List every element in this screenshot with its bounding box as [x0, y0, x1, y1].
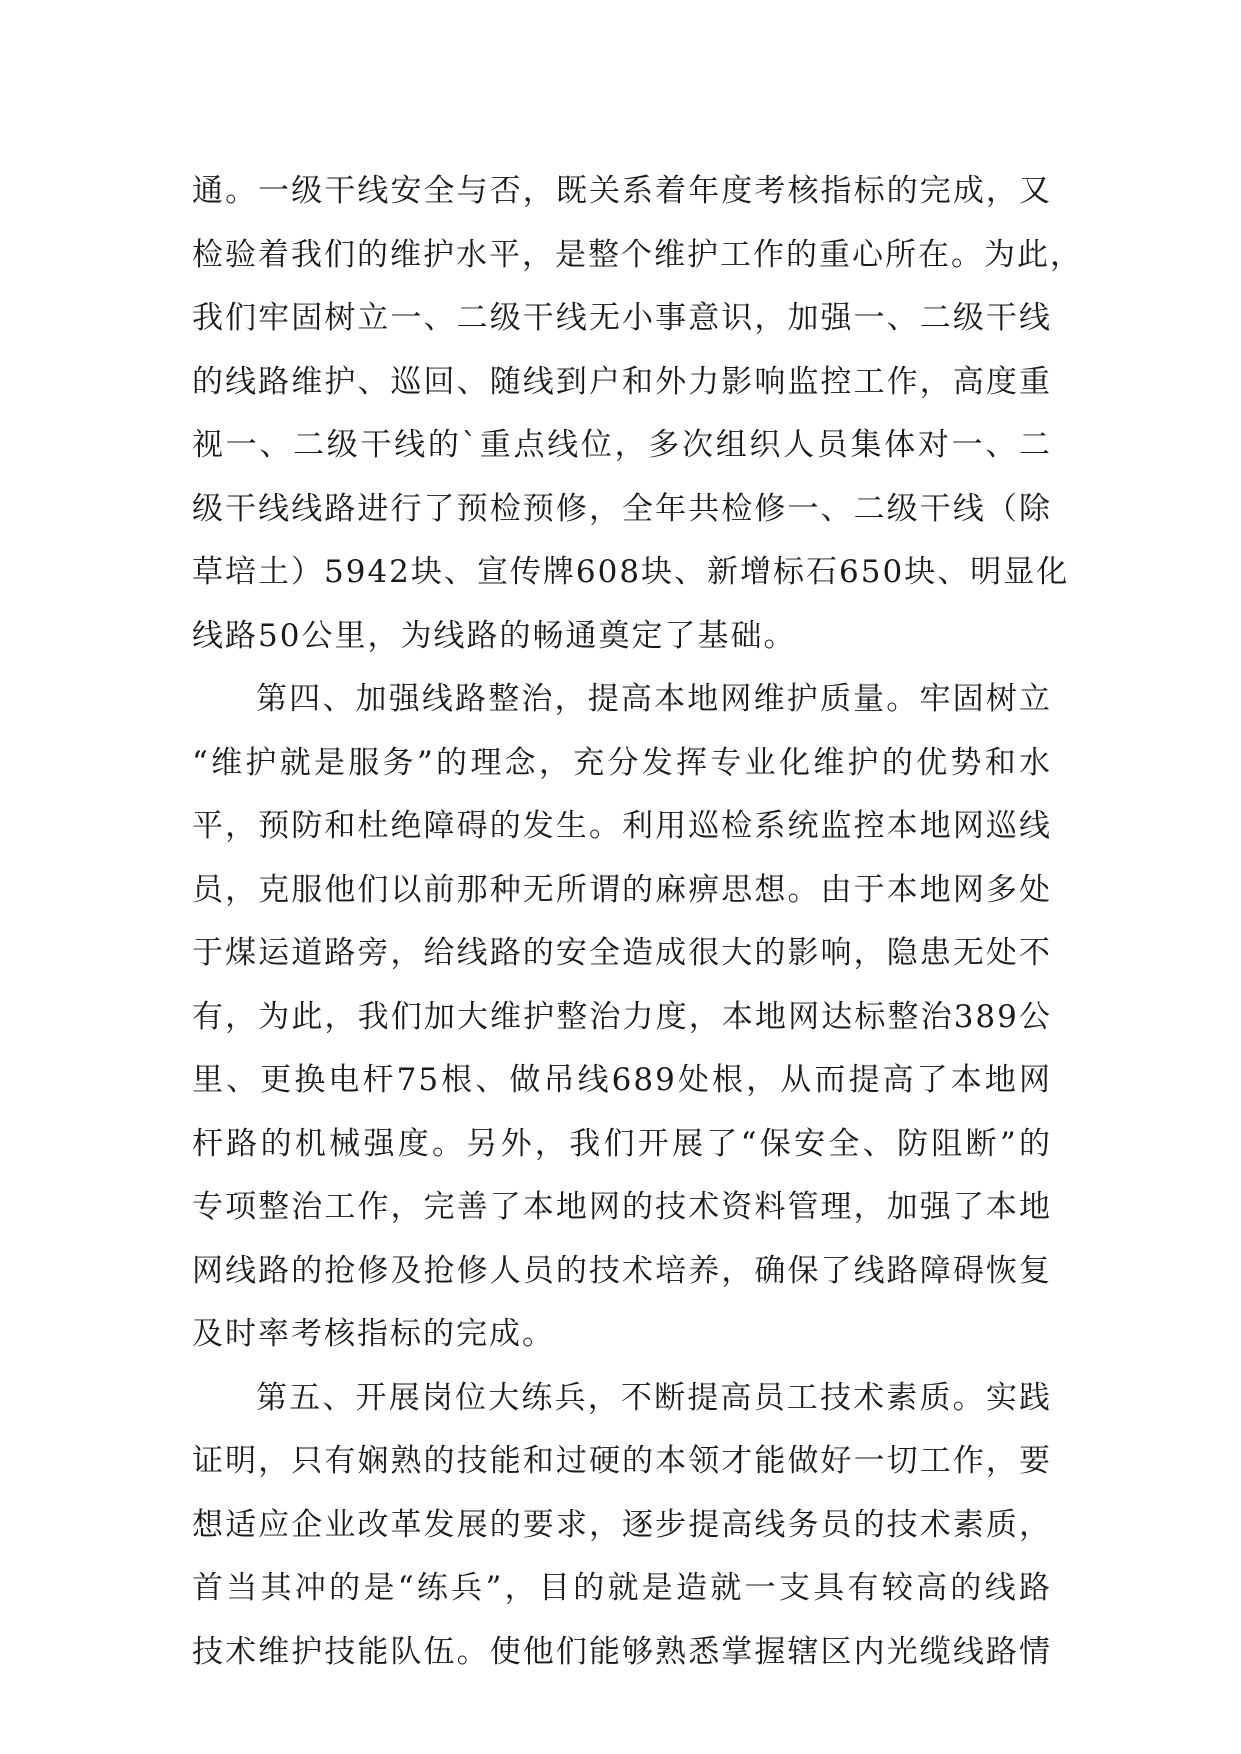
- text-line: 第五、开展岗位大练兵，不断提高员工技术素质。实践: [256, 1379, 1052, 1416]
- text-line: 有，为此，我们加大维护整治力度，本地网达标整治389公: [192, 998, 1052, 1035]
- text-line: 里、更换电杆75根、做吊线689处根，从而提高了本地网: [192, 1062, 1052, 1098]
- text-line: 及时率考核指标的完成。: [192, 1316, 555, 1352]
- text-line: “维护就是服务”的理念，充分发挥专业化维护的优势和水: [192, 744, 1052, 781]
- text-line: 草培土）5942块、宣传牌608块、新增标石650块、明显化: [192, 554, 1070, 590]
- text-line: 专项整治工作，完善了本地网的技术资料管理，加强了本地: [192, 1189, 1052, 1225]
- text-line: 证明，只有娴熟的技能和过硬的本领才能做好一切工作，要: [192, 1443, 1052, 1479]
- text-line: 员，克服他们以前那种无所谓的麻痹思想。由于本地网多处: [192, 871, 1052, 908]
- paragraph-2: [192, 668, 1052, 1367]
- text-line: 杆路的机械强度。另外，我们开展了“保安全、防阻断”的: [192, 1125, 1052, 1162]
- text-line: 第四、加强线路整治，提高本地网维护质量。牢固树立: [256, 681, 1052, 717]
- text-line: 平，预防和杜绝障碍的发生。利用巡检系统监控本地网巡线: [192, 808, 1052, 844]
- paragraph-3: [192, 1367, 1052, 1685]
- text-line: 技术维护技能队伍。使他们能够熟悉掌握辖区内光缆线路情: [192, 1633, 1052, 1670]
- text-line: 视一、二级干线的`重点线位，多次组织人员集体对一、二: [192, 427, 1052, 463]
- text-line: 的线路维护、巡回、随线到户和外力影响监控工作，高度重: [192, 363, 1052, 400]
- document-body: [192, 160, 1083, 1684]
- text-line: 级干线线路进行了预检预修，全年共检修一、二级干线（除: [192, 490, 1052, 527]
- text-line: 线路50公里，为线路的畅通奠定了基础。: [192, 617, 797, 654]
- text-line: 我们牢固树立一、二级干线无小事意识，加强一、二级干线: [192, 300, 1052, 336]
- text-line: 于煤运道路旁，给线路的安全造成很大的影响，隐患无处不: [192, 935, 1052, 971]
- text-line: 通。一级干线安全与否，既关系着年度考核指标的完成，又: [192, 173, 1052, 209]
- text-line: 网线路的抢修及抢修人员的技术培养，确保了线路障碍恢复: [192, 1252, 1052, 1289]
- text-line: 想适应企业改革发展的要求，逐步提高线务员的技术素质，: [192, 1506, 1052, 1543]
- text-line: 检验着我们的维护水平，是整个维护工作的重心所在。为此，: [192, 236, 1083, 273]
- paragraph-1: [192, 160, 1083, 668]
- text-line: 首当其冲的是“练兵”，目的就是造就一支具有较高的线路: [192, 1570, 1052, 1606]
